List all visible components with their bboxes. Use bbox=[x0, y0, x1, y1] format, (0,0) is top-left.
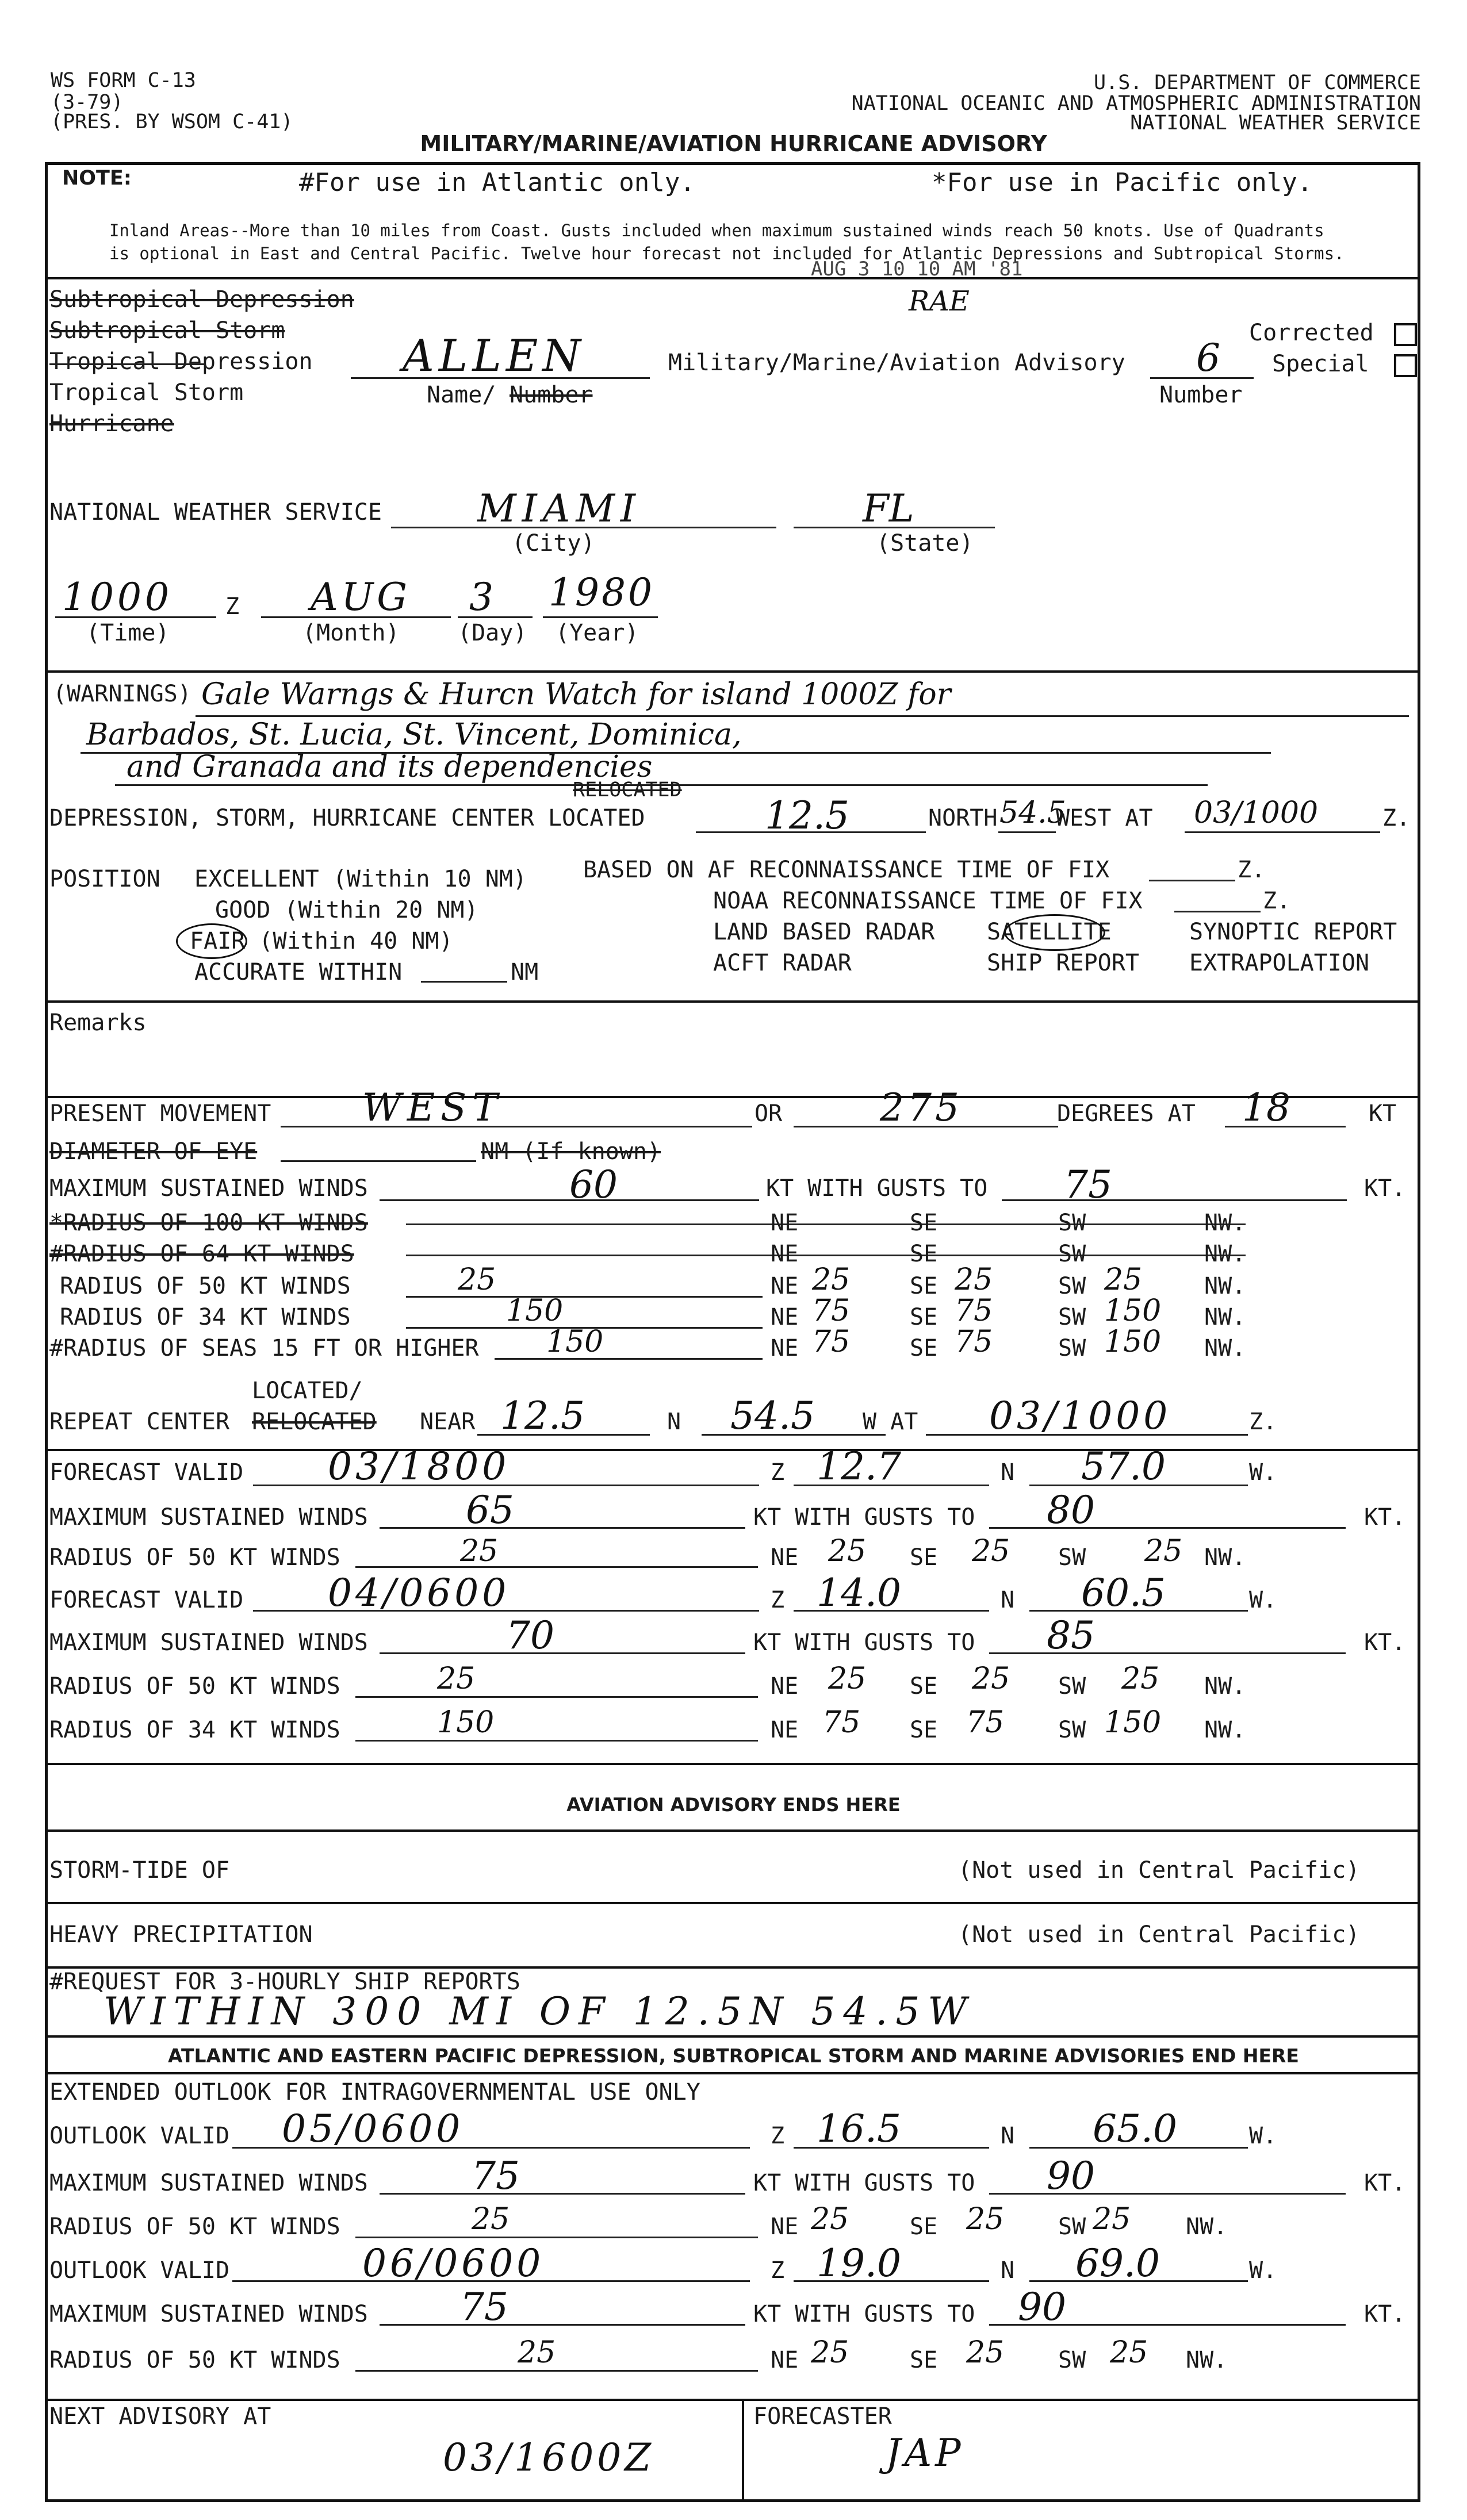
position-good: GOOD (Within 20 NM) bbox=[215, 897, 478, 923]
strike-line bbox=[281, 1160, 476, 1162]
r100-nw: NW. bbox=[1204, 1210, 1246, 1236]
name-underline bbox=[351, 377, 650, 379]
divider bbox=[45, 1096, 1420, 1098]
strike-mark bbox=[49, 363, 205, 365]
special-checkbox[interactable] bbox=[1394, 354, 1417, 377]
service-name: NATIONAL WEATHER SERVICE bbox=[1130, 112, 1421, 135]
nws-label: NATIONAL WEATHER SERVICE bbox=[49, 499, 382, 526]
month-underline bbox=[261, 616, 451, 618]
fc2-r34-ne-value: 75 bbox=[822, 1705, 861, 1740]
r64-sw: SW bbox=[1058, 1241, 1086, 1267]
fc1-sw-value: 25 bbox=[1144, 1534, 1183, 1568]
af-z: Z. bbox=[1238, 857, 1266, 883]
o2-ne-label: NE bbox=[771, 2347, 799, 2373]
r34-ne-value: 75 bbox=[812, 1294, 851, 1328]
o2-msw-label: MAXIMUM SUSTAINED WINDS bbox=[49, 2301, 368, 2327]
o1-z: Z bbox=[771, 2123, 785, 2149]
fc2-r50-sw-label: SW bbox=[1058, 1673, 1086, 1700]
type-tropical-depression: Tropical Depression bbox=[49, 348, 313, 375]
movement-kt: KT bbox=[1369, 1100, 1397, 1127]
af-recon-label: BASED ON AF RECONNAISSANCE TIME OF FIX bbox=[583, 857, 1110, 883]
center-label: DEPRESSION, STORM, HURRICANE CENTER LOCATED bbox=[49, 805, 645, 831]
r50-nw-label: NW. bbox=[1204, 1273, 1246, 1299]
divider bbox=[45, 1763, 1420, 1765]
r34-label: RADIUS OF 34 KT WINDS bbox=[60, 1304, 351, 1330]
repeat-center-label: REPEAT CENTER bbox=[49, 1409, 230, 1435]
o1-valid-label: OUTLOOK VALID bbox=[49, 2123, 230, 2149]
o2-r50-value: 25 bbox=[518, 2335, 556, 2370]
o1-msw-label: MAXIMUM SUSTAINED WINDS bbox=[49, 2170, 368, 2196]
aviation-end-banner: AVIATION ADVISORY ENDS HERE bbox=[566, 1794, 901, 1816]
fc2-r50-underline bbox=[355, 1696, 758, 1698]
fc2-r34-se-label: SE bbox=[910, 1717, 938, 1743]
fair-circle-mark bbox=[176, 923, 247, 959]
repeat-lon-value: 54.5 bbox=[730, 1394, 815, 1438]
o2-sw-label: SW bbox=[1058, 2347, 1086, 2373]
r64-se: SE bbox=[910, 1241, 938, 1267]
fc2-gusts-value: 85 bbox=[1047, 1613, 1095, 1658]
fc2-lat-value: 14.0 bbox=[817, 1571, 901, 1615]
seas-value: 150 bbox=[546, 1325, 604, 1359]
warnings-line-2: Barbados, St. Lucia, St. Vincent, Dominica, bbox=[86, 718, 742, 752]
o2-msw-value: 75 bbox=[460, 2285, 508, 2329]
fc1-w: W. bbox=[1249, 1459, 1277, 1486]
divider bbox=[45, 1000, 1420, 1003]
outlook-header: EXTENDED OUTLOOK FOR INTRAGOVERNMENTAL USE ONLY bbox=[49, 2079, 700, 2105]
o1-msw-value: 75 bbox=[472, 2154, 520, 2198]
o1-w: W. bbox=[1249, 2123, 1277, 2149]
footer-divider bbox=[742, 2399, 744, 2502]
o1-n: N bbox=[1001, 2123, 1015, 2149]
o2-gusts-value: 90 bbox=[1018, 2285, 1066, 2329]
state-value: FL bbox=[863, 486, 914, 531]
land-radar-label: LAND BASED RADAR bbox=[713, 919, 935, 945]
center-time-underline bbox=[1185, 831, 1380, 833]
fc1-msw-underline bbox=[380, 1527, 745, 1529]
time-value: 1000 bbox=[62, 575, 173, 619]
r34-se-label: SE bbox=[910, 1304, 938, 1330]
o2-r50-label: RADIUS OF 50 KT WINDS bbox=[49, 2347, 340, 2373]
fc1-label: FORECAST VALID bbox=[49, 1459, 244, 1486]
noaa-z: Z. bbox=[1263, 888, 1291, 914]
advisory-number-label: Number bbox=[1159, 382, 1243, 408]
fc2-r50-ne-value: 25 bbox=[828, 1662, 867, 1696]
o2-ne-value: 25 bbox=[811, 2335, 849, 2370]
advisory-label: Military/Marine/Aviation Advisory bbox=[668, 350, 1125, 376]
o1-kt: KT. bbox=[1364, 2170, 1406, 2196]
storm-name-value: ALLEN bbox=[403, 330, 585, 381]
center-time-value: 03/1000 bbox=[1194, 796, 1319, 830]
position-excellent: EXCELLENT (Within 10 NM) bbox=[194, 866, 527, 892]
form-title: MILITARY/MARINE/AVIATION HURRICANE ADVISORY bbox=[420, 131, 1047, 156]
extrapolation-label: EXTRAPOLATION bbox=[1189, 950, 1370, 976]
satellite-label: SATELLITE bbox=[987, 919, 1112, 945]
city-value: MIAMI bbox=[477, 486, 641, 531]
forecaster-label: FORECASTER bbox=[753, 2403, 892, 2430]
fc2-z: Z bbox=[771, 1587, 785, 1613]
r34-value: 150 bbox=[506, 1294, 564, 1328]
fc1-se-value: 25 bbox=[972, 1534, 1010, 1568]
r100-se: SE bbox=[910, 1210, 938, 1236]
year-label: (Year) bbox=[556, 620, 639, 646]
lon-underline bbox=[998, 831, 1056, 833]
fc1-nw-label: NW. bbox=[1204, 1544, 1246, 1571]
fc1-gusts-label: KT WITH GUSTS TO bbox=[753, 1504, 975, 1531]
o1-ne-value: 25 bbox=[811, 2202, 849, 2237]
noaa-underline bbox=[1174, 911, 1261, 912]
r100-ne: NE bbox=[771, 1210, 799, 1236]
r50-sw-label: SW bbox=[1058, 1273, 1086, 1299]
received-stamp: AUG 3 10 10 AM '81 bbox=[811, 258, 1023, 281]
atlantic-end-banner: ATLANTIC AND EASTERN PACIFIC DEPRESSION, SUBTROPICAL STORM AND MARINE ADVISORIES END HERE bbox=[168, 2045, 1299, 2067]
r64-ne: NE bbox=[771, 1241, 799, 1267]
relocated-struck: RELOCATED bbox=[573, 778, 682, 801]
seas-se-label: SE bbox=[910, 1335, 938, 1361]
fc2-r34-ne-label: NE bbox=[771, 1717, 799, 1743]
type-hurricane: Hurricane bbox=[49, 411, 174, 437]
divider bbox=[45, 1829, 1420, 1832]
synoptic-label: SYNOPTIC REPORT bbox=[1189, 919, 1397, 945]
movement-or: OR bbox=[754, 1100, 783, 1127]
r100-label-struck: *RADIUS OF 100 KT WINDS bbox=[49, 1210, 368, 1236]
o1-r50-label: RADIUS OF 50 KT WINDS bbox=[49, 2214, 340, 2240]
repeat-relocated-struck: RELOCATED bbox=[252, 1409, 377, 1435]
fc1-msw-value: 65 bbox=[466, 1488, 514, 1532]
note-pacific: *For use in Pacific only. bbox=[932, 168, 1313, 197]
seas-ne-value: 75 bbox=[812, 1325, 851, 1359]
r50-sw-value: 25 bbox=[1104, 1263, 1143, 1297]
repeat-n-label: N bbox=[667, 1409, 681, 1435]
o1-r50-value: 25 bbox=[472, 2202, 510, 2237]
fc2-r34-value: 150 bbox=[437, 1705, 495, 1740]
fc2-label: FORECAST VALID bbox=[49, 1587, 244, 1613]
fc2-r50-label: RADIUS OF 50 KT WINDS bbox=[49, 1673, 340, 1700]
fc1-kt: KT. bbox=[1364, 1504, 1406, 1531]
o1-nw-label: NW. bbox=[1186, 2214, 1228, 2240]
day-underline bbox=[458, 616, 533, 618]
o2-sw-value: 25 bbox=[1110, 2335, 1148, 2370]
month-label: (Month) bbox=[302, 620, 400, 646]
r50-ne-value: 25 bbox=[812, 1263, 851, 1297]
seas-sw-value: 150 bbox=[1104, 1325, 1162, 1359]
o2-gusts-label: KT WITH GUSTS TO bbox=[753, 2301, 975, 2327]
fc2-r50-se-value: 25 bbox=[972, 1662, 1010, 1696]
corrected-label: Corrected bbox=[1249, 320, 1374, 346]
r50-label: RADIUS OF 50 KT WINDS bbox=[60, 1273, 351, 1299]
repeat-near-label: NEAR bbox=[420, 1409, 476, 1435]
fc1-gusts-underline bbox=[989, 1527, 1346, 1529]
position-label: POSITION bbox=[49, 866, 160, 892]
fc1-r50-value: 25 bbox=[460, 1534, 499, 1568]
r50-se-value: 25 bbox=[955, 1263, 993, 1297]
corrected-checkbox[interactable] bbox=[1394, 323, 1417, 346]
divider bbox=[45, 1902, 1420, 1904]
o2-z: Z bbox=[771, 2257, 785, 2284]
o2-se-value: 25 bbox=[966, 2335, 1005, 2370]
fc2-r34-sw-label: SW bbox=[1058, 1717, 1086, 1743]
gusts-label: KT WITH GUSTS TO bbox=[766, 1175, 988, 1202]
acft-radar-label: ACFT RADAR bbox=[713, 950, 852, 976]
type-subtropical-storm: Subtropical Storm bbox=[49, 317, 285, 344]
fc1-time-value: 03/1800 bbox=[328, 1444, 510, 1489]
fc2-r50-se-label: SE bbox=[910, 1673, 938, 1700]
forecaster-value: JAP bbox=[886, 2431, 964, 2475]
time-underline bbox=[55, 616, 216, 618]
fc1-z: Z bbox=[771, 1459, 785, 1486]
precip-note: (Not used in Central Pacific) bbox=[958, 1921, 1360, 1948]
o1-lon-value: 65.0 bbox=[1093, 2107, 1177, 2151]
city-label: (City) bbox=[512, 530, 595, 557]
dept-name: U.S. DEPARTMENT OF COMMERCE bbox=[1094, 71, 1421, 94]
degrees-at-label: DEGREES AT bbox=[1057, 1100, 1196, 1127]
fc1-ne-label: NE bbox=[771, 1544, 799, 1571]
fc2-r50-sw-value: 25 bbox=[1121, 1662, 1160, 1696]
strike-line bbox=[406, 1223, 1246, 1225]
storm-tide-label: STORM-TIDE OF bbox=[49, 1857, 230, 1884]
r34-sw-label: SW bbox=[1058, 1304, 1086, 1330]
fc2-r34-nw-label: NW. bbox=[1204, 1717, 1246, 1743]
warnings-line-3: and Granada and its dependencies bbox=[127, 750, 653, 784]
repeat-time-value: 03/1000 bbox=[989, 1394, 1171, 1438]
fc2-r34-se-value: 75 bbox=[966, 1705, 1005, 1740]
agency-name: NATIONAL OCEANIC AND ATMOSPHERIC ADMINISTRATION bbox=[851, 92, 1421, 115]
o2-se-label: SE bbox=[910, 2347, 938, 2373]
note-atlantic: #For use in Atlantic only. bbox=[299, 168, 695, 197]
fc2-r34-label: RADIUS OF 34 KT WINDS bbox=[49, 1717, 340, 1743]
center-lon-value: 54.5 bbox=[999, 796, 1066, 830]
msw-value: 60 bbox=[569, 1163, 618, 1207]
type-subtropical-depression: Subtropical Depression bbox=[49, 286, 354, 313]
located-label: LOCATED/ bbox=[252, 1378, 363, 1404]
fc2-time-value: 04/0600 bbox=[328, 1571, 510, 1615]
ship-request-value: WITHIN 300 MI OF 12.5N 54.5W bbox=[104, 1989, 975, 2034]
o1-gusts-label: KT WITH GUSTS TO bbox=[753, 2170, 975, 2196]
fc2-r50-nw-label: NW. bbox=[1204, 1673, 1246, 1700]
form-date: (3-79) bbox=[51, 91, 124, 114]
ship-report-label: SHIP REPORT bbox=[987, 950, 1139, 976]
divider bbox=[45, 670, 1420, 673]
o1-se-label: SE bbox=[910, 2214, 938, 2240]
gusts-value: 75 bbox=[1064, 1163, 1112, 1207]
fc2-msw-label: MAXIMUM SUSTAINED WINDS bbox=[49, 1629, 368, 1656]
number-label-struck: Number bbox=[510, 382, 593, 408]
time-label: (Time) bbox=[86, 620, 170, 646]
next-advisory-value: 03/1600Z bbox=[443, 2435, 655, 2480]
warnings-label: (WARNINGS) bbox=[53, 681, 191, 707]
advisory-number-value: 6 bbox=[1196, 336, 1220, 380]
o2-kt: KT. bbox=[1364, 2301, 1406, 2327]
r34-nw-label: NW. bbox=[1204, 1304, 1246, 1330]
initials: RAE bbox=[909, 285, 970, 317]
note-text-1: Inland Areas--More than 10 miles from Coast. Gusts included when maximum sustained winds reach 50 knots. Use of Quadrants bbox=[109, 221, 1324, 240]
next-advisory-label: NEXT ADVISORY AT bbox=[49, 2403, 271, 2430]
o2-n: N bbox=[1001, 2257, 1015, 2284]
seas-ne-label: NE bbox=[771, 1335, 799, 1361]
state-label: (State) bbox=[876, 530, 974, 557]
noaa-recon-label: NOAA RECONNAISSANCE TIME OF FIX bbox=[713, 888, 1143, 914]
center-lat-value: 12.5 bbox=[765, 793, 849, 838]
year-value: 1980 bbox=[549, 570, 654, 615]
r50-ne-label: NE bbox=[771, 1273, 799, 1299]
o1-r50-underline bbox=[355, 2237, 758, 2238]
type-tropical-storm: Tropical Storm bbox=[49, 379, 244, 406]
o1-se-value: 25 bbox=[966, 2202, 1005, 2237]
remarks-label: Remarks bbox=[49, 1010, 147, 1036]
eye-nm-struck: NM (If known) bbox=[481, 1138, 661, 1165]
position-fair: FAIR (Within 40 NM) bbox=[190, 928, 453, 954]
fc2-lon-value: 60.5 bbox=[1081, 1571, 1166, 1615]
z-label: Z bbox=[225, 593, 240, 620]
msw-kt: KT. bbox=[1364, 1175, 1406, 1202]
seas-label: #RADIUS OF SEAS 15 FT OR HIGHER bbox=[49, 1335, 479, 1361]
o1-ne-label: NE bbox=[771, 2214, 799, 2240]
special-label: Special bbox=[1272, 351, 1369, 377]
fc1-msw-label: MAXIMUM SUSTAINED WINDS bbox=[49, 1504, 368, 1531]
movement-dir-value: WEST bbox=[362, 1086, 504, 1130]
eye-label-struck: DIAMETER OF EYE bbox=[49, 1138, 258, 1165]
movement-degrees-value: 275 bbox=[880, 1086, 963, 1130]
fc1-ne-value: 25 bbox=[828, 1534, 867, 1568]
o2-lon-value: 69.0 bbox=[1075, 2241, 1160, 2285]
seas-se-value: 75 bbox=[955, 1325, 993, 1359]
af-underline bbox=[1149, 880, 1235, 881]
strike-line bbox=[406, 1255, 1246, 1256]
fc1-lon-value: 57.0 bbox=[1081, 1444, 1166, 1489]
o1-msw-underline bbox=[380, 2193, 745, 2195]
divider bbox=[45, 2035, 1420, 2038]
fc2-r34-underline bbox=[355, 1740, 758, 1742]
r34-ne-label: NE bbox=[771, 1304, 799, 1330]
fc2-r50-ne-label: NE bbox=[771, 1673, 799, 1700]
o1-gusts-value: 90 bbox=[1047, 2154, 1095, 2198]
advisory-underline bbox=[1150, 377, 1254, 379]
fc1-lat-value: 12.7 bbox=[817, 1444, 901, 1489]
r64-label-struck: #RADIUS OF 64 KT WINDS bbox=[49, 1241, 354, 1267]
fc1-r50-label: RADIUS OF 50 KT WINDS bbox=[49, 1544, 340, 1571]
note-text-2: is optional in East and Central Pacific. Twelve hour forecast not included for Atlantic Depressions and Subtropical Storms. bbox=[109, 244, 1345, 263]
o1-lat-value: 16.5 bbox=[817, 2107, 901, 2151]
o2-w: W. bbox=[1249, 2257, 1277, 2284]
month-value: AUG bbox=[311, 575, 411, 619]
seas-nw-label: NW. bbox=[1204, 1335, 1246, 1361]
r34-sw-value: 150 bbox=[1104, 1294, 1162, 1328]
position-accurate: ACCURATE WITHIN bbox=[194, 959, 403, 985]
north-label: NORTH bbox=[928, 805, 998, 831]
seas-sw-label: SW bbox=[1058, 1335, 1086, 1361]
o2-lat-value: 19.0 bbox=[817, 2241, 901, 2285]
fc1-sw-label: SW bbox=[1058, 1544, 1086, 1571]
fc1-se-label: SE bbox=[910, 1544, 938, 1571]
precip-label: HEAVY PRECIPITATION bbox=[49, 1921, 313, 1948]
msw-label: MAXIMUM SUSTAINED WINDS bbox=[49, 1175, 368, 1202]
fc1-n: N bbox=[1001, 1459, 1015, 1486]
day-value: 3 bbox=[469, 575, 493, 619]
o2-r50-underline bbox=[355, 2370, 758, 2372]
repeat-z: Z. bbox=[1249, 1409, 1277, 1435]
seas-underline bbox=[495, 1358, 763, 1360]
fc1-gusts-value: 80 bbox=[1047, 1488, 1095, 1532]
satellite-circle-mark bbox=[1004, 914, 1105, 951]
o2-time-value: 06/0600 bbox=[362, 2241, 545, 2285]
movement-label: PRESENT MOVEMENT bbox=[49, 1100, 271, 1127]
repeat-lat-value: 12.5 bbox=[500, 1394, 585, 1438]
divider bbox=[45, 277, 1420, 279]
day-label: (Day) bbox=[458, 620, 527, 646]
fc2-msw-underline bbox=[380, 1652, 745, 1654]
repeat-w-at-label: W AT bbox=[863, 1409, 918, 1435]
divider bbox=[45, 1449, 1420, 1451]
o2-msw-underline bbox=[380, 2324, 745, 2326]
ship-request-label: #REQUEST FOR 3-HOURLY SHIP REPORTS bbox=[49, 1969, 520, 1995]
divider bbox=[45, 2399, 1420, 2401]
fc2-gusts-label: KT WITH GUSTS TO bbox=[753, 1629, 975, 1656]
warnings-underline bbox=[196, 715, 1409, 717]
o2-valid-label: OUTLOOK VALID bbox=[49, 2257, 230, 2284]
o1-time-value: 05/0600 bbox=[282, 2107, 464, 2151]
west-at-label: WEST AT bbox=[1056, 805, 1153, 831]
divider bbox=[45, 2072, 1420, 2074]
r50-se-label: SE bbox=[910, 1273, 938, 1299]
fc2-gusts-underline bbox=[989, 1652, 1346, 1654]
year-underline bbox=[543, 616, 658, 618]
fc2-msw-value: 70 bbox=[506, 1613, 554, 1658]
fc1-r50-underline bbox=[355, 1566, 758, 1568]
o2-nw-label: NW. bbox=[1186, 2347, 1228, 2373]
r50-value: 25 bbox=[458, 1263, 496, 1297]
fc2-r34-sw-value: 150 bbox=[1104, 1705, 1162, 1740]
fc2-r50-value: 25 bbox=[437, 1662, 476, 1696]
name-label: Name/ bbox=[427, 382, 496, 408]
warnings-line-1: Gale Warngs & Hurcn Watch for island 1000Z for bbox=[201, 677, 951, 712]
position-nm: NM bbox=[511, 959, 539, 985]
accurate-underline bbox=[421, 981, 507, 983]
note-label: NOTE: bbox=[62, 167, 132, 190]
fc2-n: N bbox=[1001, 1587, 1015, 1613]
center-z: Z. bbox=[1382, 805, 1411, 831]
fc2-kt: KT. bbox=[1364, 1629, 1406, 1656]
o1-sw-value: 25 bbox=[1093, 2202, 1131, 2237]
o1-sw-label: SW bbox=[1058, 2214, 1086, 2240]
storm-tide-note: (Not used in Central Pacific) bbox=[958, 1857, 1360, 1884]
form-pres: (PRES. BY WSOM C-41) bbox=[51, 110, 293, 133]
form-id: WS FORM C-13 bbox=[51, 69, 196, 92]
gusts-underline bbox=[1002, 1199, 1347, 1201]
movement-speed-value: 18 bbox=[1242, 1086, 1290, 1130]
r100-sw: SW bbox=[1058, 1210, 1086, 1236]
r64-nw: NW. bbox=[1204, 1241, 1246, 1267]
o1-gusts-underline bbox=[989, 2193, 1346, 2195]
fc2-w: W. bbox=[1249, 1587, 1277, 1613]
r34-se-value: 75 bbox=[955, 1294, 993, 1328]
movement-underline bbox=[281, 1126, 752, 1127]
